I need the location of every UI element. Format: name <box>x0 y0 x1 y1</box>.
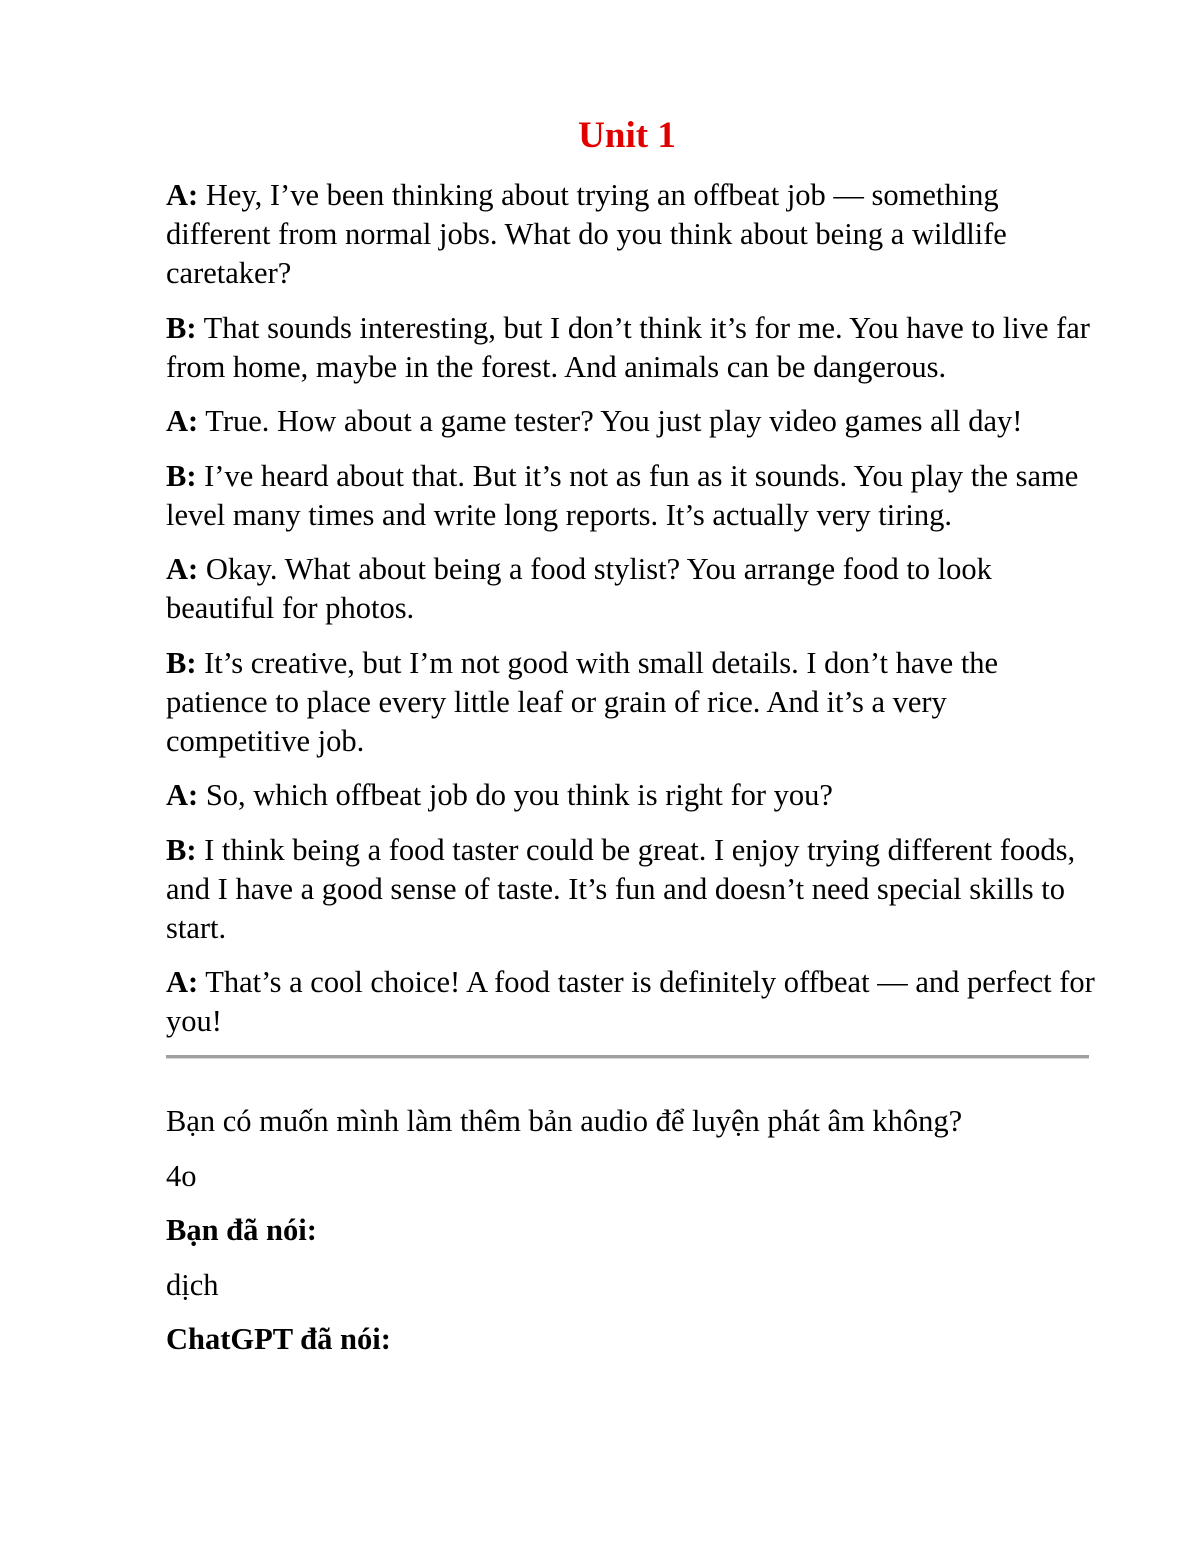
dialogue-line <box>166 644 1096 761</box>
speaker-label: B: <box>166 645 197 680</box>
model-label: 4o <box>166 1158 197 1193</box>
speaker-label: B: <box>166 310 197 345</box>
dialogue-text: It’s creative, but I’m not good with small details. I don’t have the patience to place every little leaf or grain of rice. And it’s a very competitive job. <box>166 645 999 758</box>
speaker-label: A: <box>166 965 199 999</box>
chat-transcript <box>166 1102 1096 1375</box>
dialogue-line <box>166 831 1096 948</box>
speaker-label: B: <box>166 458 197 493</box>
dialogue-text: That’s a cool choice! A food taster is definitely offbeat — and perfect for you! <box>166 965 1095 1038</box>
user-message: dịch <box>166 1267 219 1302</box>
dialogue-text: I think being a food taster could be great. I enjoy trying different foods, and I have a good sense of taste. It’s fun and doesn’t need special skills to start. <box>166 832 1076 945</box>
dialogue-text: Okay. What about being a food stylist? You arrange food to look beautiful for photos. <box>166 552 992 625</box>
chat-question: Bạn có muốn mình làm thêm bản audio để luyện phát âm không? <box>166 1104 963 1138</box>
dialogue-line <box>166 776 1096 815</box>
assistant-label: ChatGPT đã nói: <box>166 1322 391 1356</box>
dialogue-line <box>166 963 1096 1041</box>
dialogue-text: I’ve heard about that. But it’s not as fun as it sounds. You play the same level many times and write long reports. It’s actually very tiring. <box>166 458 1079 532</box>
horizontal-divider <box>166 1055 1089 1059</box>
user-label: Bạn đã nói: <box>166 1213 317 1247</box>
speaker-label: A: <box>166 552 199 586</box>
dialogue-line <box>166 176 1096 293</box>
speaker-label: A: <box>166 178 199 212</box>
dialogue-line <box>166 550 1096 628</box>
dialogue <box>166 176 1096 1057</box>
speaker-label: A: <box>166 778 199 812</box>
dialogue-text: So, which offbeat job do you think is right for you? <box>205 778 833 812</box>
dialogue-line <box>166 457 1096 535</box>
speaker-label: A: <box>166 404 199 438</box>
dialogue-line <box>166 309 1096 387</box>
dialogue-text: True. How about a game tester? You just play video games all day! <box>205 404 1023 438</box>
dialogue-line <box>166 402 1096 441</box>
speaker-label: B: <box>166 832 197 867</box>
dialogue-text: That sounds interesting, but I don’t think it’s for me. You have to live far from home, maybe in the forest. And animals can be dangerous. <box>166 310 1090 384</box>
dialogue-text: Hey, I’ve been thinking about trying an offbeat job — something different from normal jobs. What do you think about being a wildlife caretaker? <box>166 178 1007 290</box>
unit-title: Unit 1 <box>578 115 676 156</box>
